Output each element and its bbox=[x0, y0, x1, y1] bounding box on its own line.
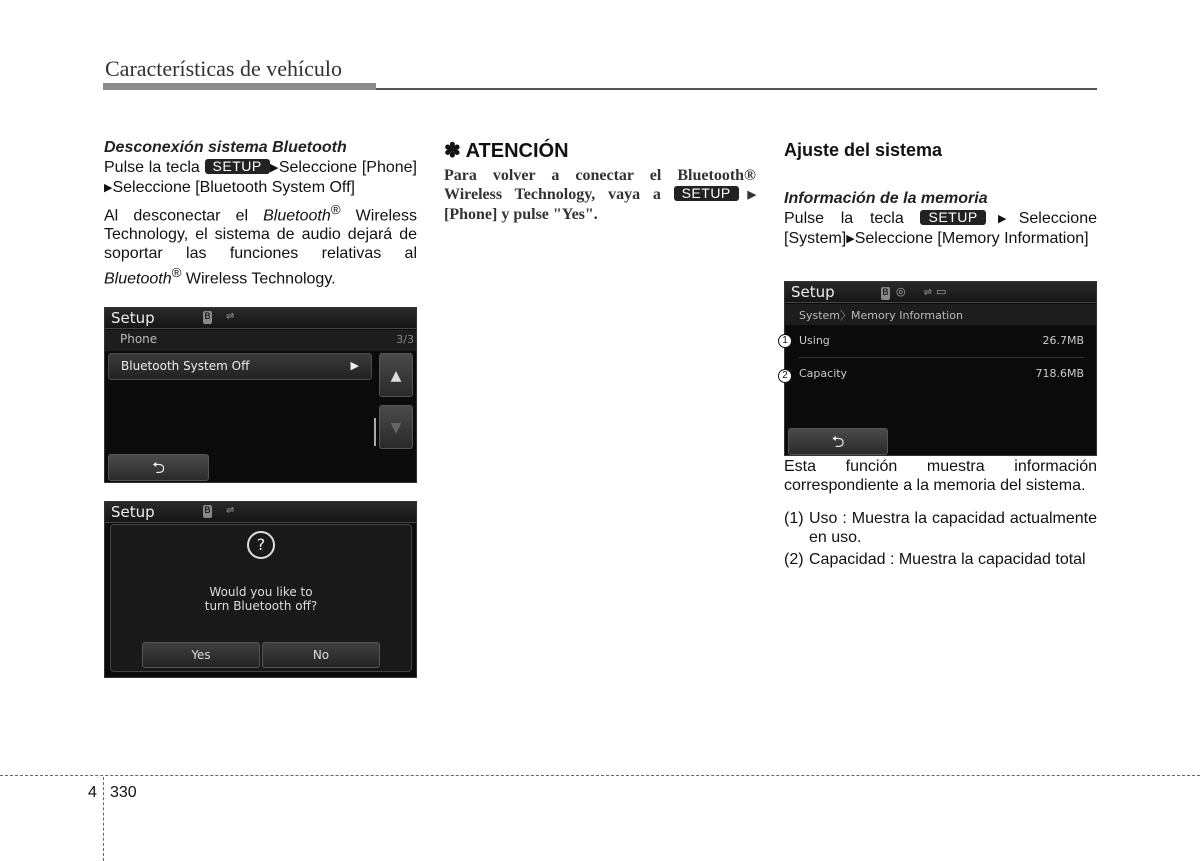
screen-title: Setup bbox=[111, 309, 155, 327]
usb-icon: ⇌ bbox=[226, 311, 235, 322]
memory-row-capacity bbox=[799, 367, 1084, 380]
memory-label: Using bbox=[799, 334, 830, 347]
list-item bbox=[784, 550, 1097, 569]
status-icons bbox=[203, 505, 234, 518]
back-button[interactable]: ⮌ bbox=[788, 428, 888, 455]
header-rule-thin bbox=[376, 88, 1097, 90]
page-number: 330 bbox=[110, 784, 137, 801]
bluetooth-icon: B bbox=[882, 288, 889, 298]
paragraph-description bbox=[104, 200, 417, 289]
page-header-title: Características de vehículo bbox=[105, 56, 343, 81]
triangle-right-icon: ▶ bbox=[738, 189, 757, 201]
breadcrumb: System〉Memory Information bbox=[785, 304, 1096, 325]
list-item-label: Bluetooth System Off bbox=[121, 359, 250, 373]
screen-bluetooth-confirm bbox=[104, 501, 417, 678]
screen-phone-setup bbox=[104, 307, 417, 483]
scroll-up-button[interactable]: ▲ bbox=[379, 353, 413, 397]
dialog-message bbox=[111, 585, 411, 613]
header-rule-thick bbox=[103, 83, 376, 90]
triangle-right-icon: ▶ bbox=[846, 233, 855, 245]
attention-heading: ✽ ATENCIÓN bbox=[444, 140, 569, 162]
text: Seleccione [Memory Information] bbox=[854, 230, 1089, 247]
yes-button[interactable]: Yes bbox=[142, 642, 260, 668]
chapter-number: 4 bbox=[88, 784, 97, 801]
text: Seleccione [Bluetooth System Off] bbox=[112, 179, 355, 196]
callout-1: 1 bbox=[778, 334, 792, 348]
setup-key-badge: SETUP bbox=[205, 159, 270, 174]
scroll-down-button[interactable]: ▼ bbox=[379, 405, 413, 449]
text-italic: Bluetooth bbox=[263, 207, 331, 225]
list-text: Capacidad : Muestra la capacidad total bbox=[809, 551, 1086, 568]
feature-list bbox=[784, 509, 1097, 569]
breadcrumb-row bbox=[105, 330, 416, 351]
text: Seleccione [System] bbox=[784, 210, 1097, 247]
list-text: Uso : Muestra la capacidad actualmente en uso. bbox=[809, 510, 1097, 546]
confirm-dialog bbox=[110, 524, 412, 672]
text: [Phone] y pulse "Yes". bbox=[444, 206, 598, 223]
page-indicator: 3/3 bbox=[396, 333, 414, 346]
text: Pulse la tecla bbox=[104, 159, 200, 176]
triangle-right-icon: ▶ bbox=[985, 213, 1019, 225]
bluetooth-icon: B bbox=[204, 312, 211, 322]
registered-mark: ® bbox=[330, 202, 341, 217]
paragraph-instructions bbox=[784, 209, 1097, 249]
text: Seleccione [Phone] bbox=[278, 159, 417, 176]
dialog-message-line: Would you like to bbox=[209, 585, 313, 599]
column-middle bbox=[444, 138, 756, 224]
text: Wireless Technology. bbox=[181, 270, 336, 288]
text: Pulse la tecla bbox=[784, 210, 904, 227]
paragraph-instructions bbox=[104, 158, 417, 198]
chevron-right-icon: ▶ bbox=[350, 359, 359, 372]
screen-title: Setup bbox=[791, 283, 835, 301]
list-number: (1) bbox=[784, 510, 804, 527]
screen-title: Setup bbox=[111, 503, 155, 521]
breadcrumb-label: Phone bbox=[120, 332, 158, 346]
row-divider bbox=[799, 357, 1084, 358]
aux-icon: ▭ bbox=[936, 285, 947, 298]
status-icons bbox=[203, 311, 234, 324]
attention-text bbox=[444, 166, 756, 224]
memory-label: Capacity bbox=[799, 367, 848, 380]
no-button[interactable]: No bbox=[262, 642, 380, 668]
triangle-right-icon: ▶ bbox=[269, 162, 279, 174]
question-icon: ? bbox=[247, 531, 275, 559]
section-heading-bluetooth-off: Desconexión sistema Bluetooth bbox=[104, 139, 347, 156]
text: Al desconectar el bbox=[104, 207, 264, 225]
paragraph-description: Esta función muestra información correspondiente a la memoria del sistema. bbox=[784, 458, 1097, 494]
footer-rule bbox=[0, 775, 1200, 776]
usb-icon: ⇌ bbox=[923, 287, 932, 298]
dialog-message-line: turn Bluetooth off? bbox=[204, 599, 318, 613]
text-italic: Bluetooth bbox=[104, 270, 172, 288]
text: Para volver a conectar el Bluetooth® Wireless Technology, vaya a bbox=[444, 167, 756, 203]
callout-2: 2 bbox=[778, 369, 792, 383]
section-heading-system: Ajuste del sistema bbox=[784, 140, 943, 160]
screen-memory-information bbox=[784, 281, 1097, 456]
footer-vertical-rule bbox=[103, 777, 104, 861]
text: Wireless Technology, el sistema de audio dejará de soportar las funciones relativas al bbox=[104, 207, 417, 263]
setup-key-badge: SETUP bbox=[920, 210, 985, 225]
memory-value: 718.6MB bbox=[1035, 367, 1084, 380]
subsection-heading-memory: Información de la memoria bbox=[784, 190, 988, 207]
status-icons bbox=[881, 285, 946, 300]
setup-key-badge: SETUP bbox=[674, 186, 739, 201]
triangle-right-icon: ▶ bbox=[104, 182, 113, 194]
back-button[interactable]: ⮌ bbox=[108, 454, 209, 481]
usb-icon: ⇌ bbox=[226, 505, 235, 516]
scrollbar-thumb[interactable] bbox=[374, 418, 376, 446]
list-item-bluetooth-system-off[interactable] bbox=[108, 353, 372, 380]
bluetooth-icon: B bbox=[204, 506, 211, 516]
memory-row-using bbox=[799, 334, 1084, 347]
list-number: (2) bbox=[784, 551, 804, 568]
disc-icon: ◎ bbox=[896, 285, 906, 298]
list-item bbox=[784, 509, 1097, 547]
memory-value: 26.7MB bbox=[1042, 334, 1084, 347]
column-left bbox=[104, 138, 417, 289]
registered-mark: ® bbox=[171, 265, 182, 281]
